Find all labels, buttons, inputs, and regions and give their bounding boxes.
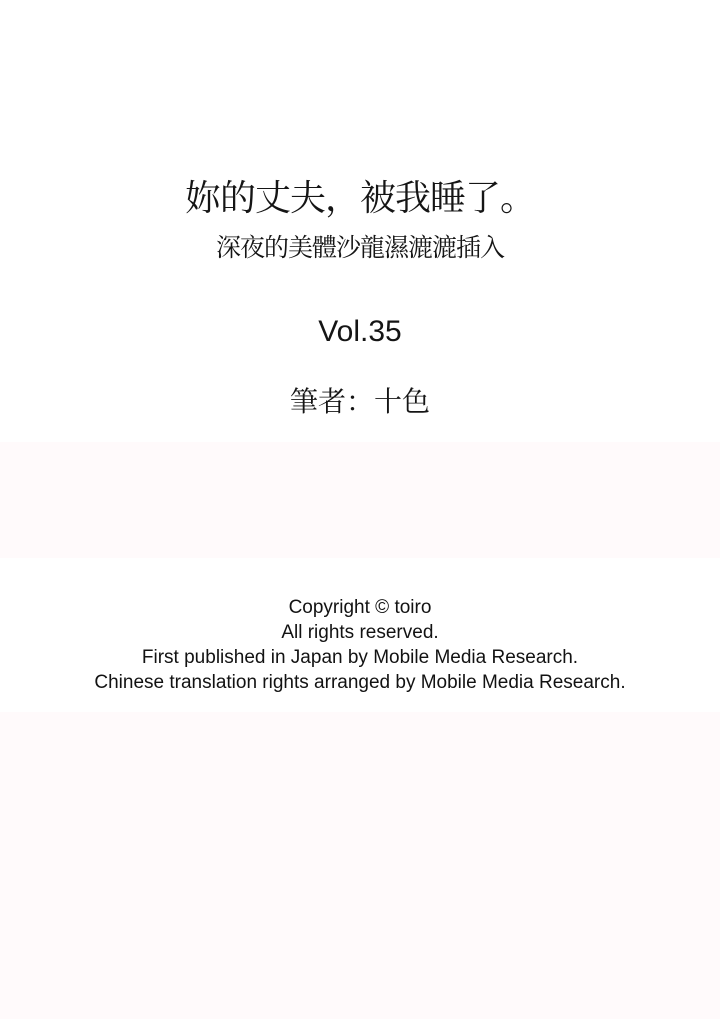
copyright-line: Chinese translation rights arranged by Mobile Media Research. (94, 672, 626, 693)
volume-label: Vol.35 (318, 315, 402, 348)
author-line: 筆者：十色 (289, 386, 430, 417)
series-title: 妳的丈夫，被我睡了。 (184, 177, 535, 218)
copyright-block (0, 595, 720, 695)
series-subtitle: 深夜的美體沙龍濕漉漉插入 (215, 234, 504, 262)
copyright-line: Copyright © toiro (288, 597, 432, 618)
copyright-line: First published in Japan by Mobile Media Research. (141, 647, 579, 668)
page-gap-band-upper (0, 442, 720, 558)
page-gap-band-lower (0, 712, 720, 1019)
copyright-line: All rights reserved. (281, 622, 439, 643)
